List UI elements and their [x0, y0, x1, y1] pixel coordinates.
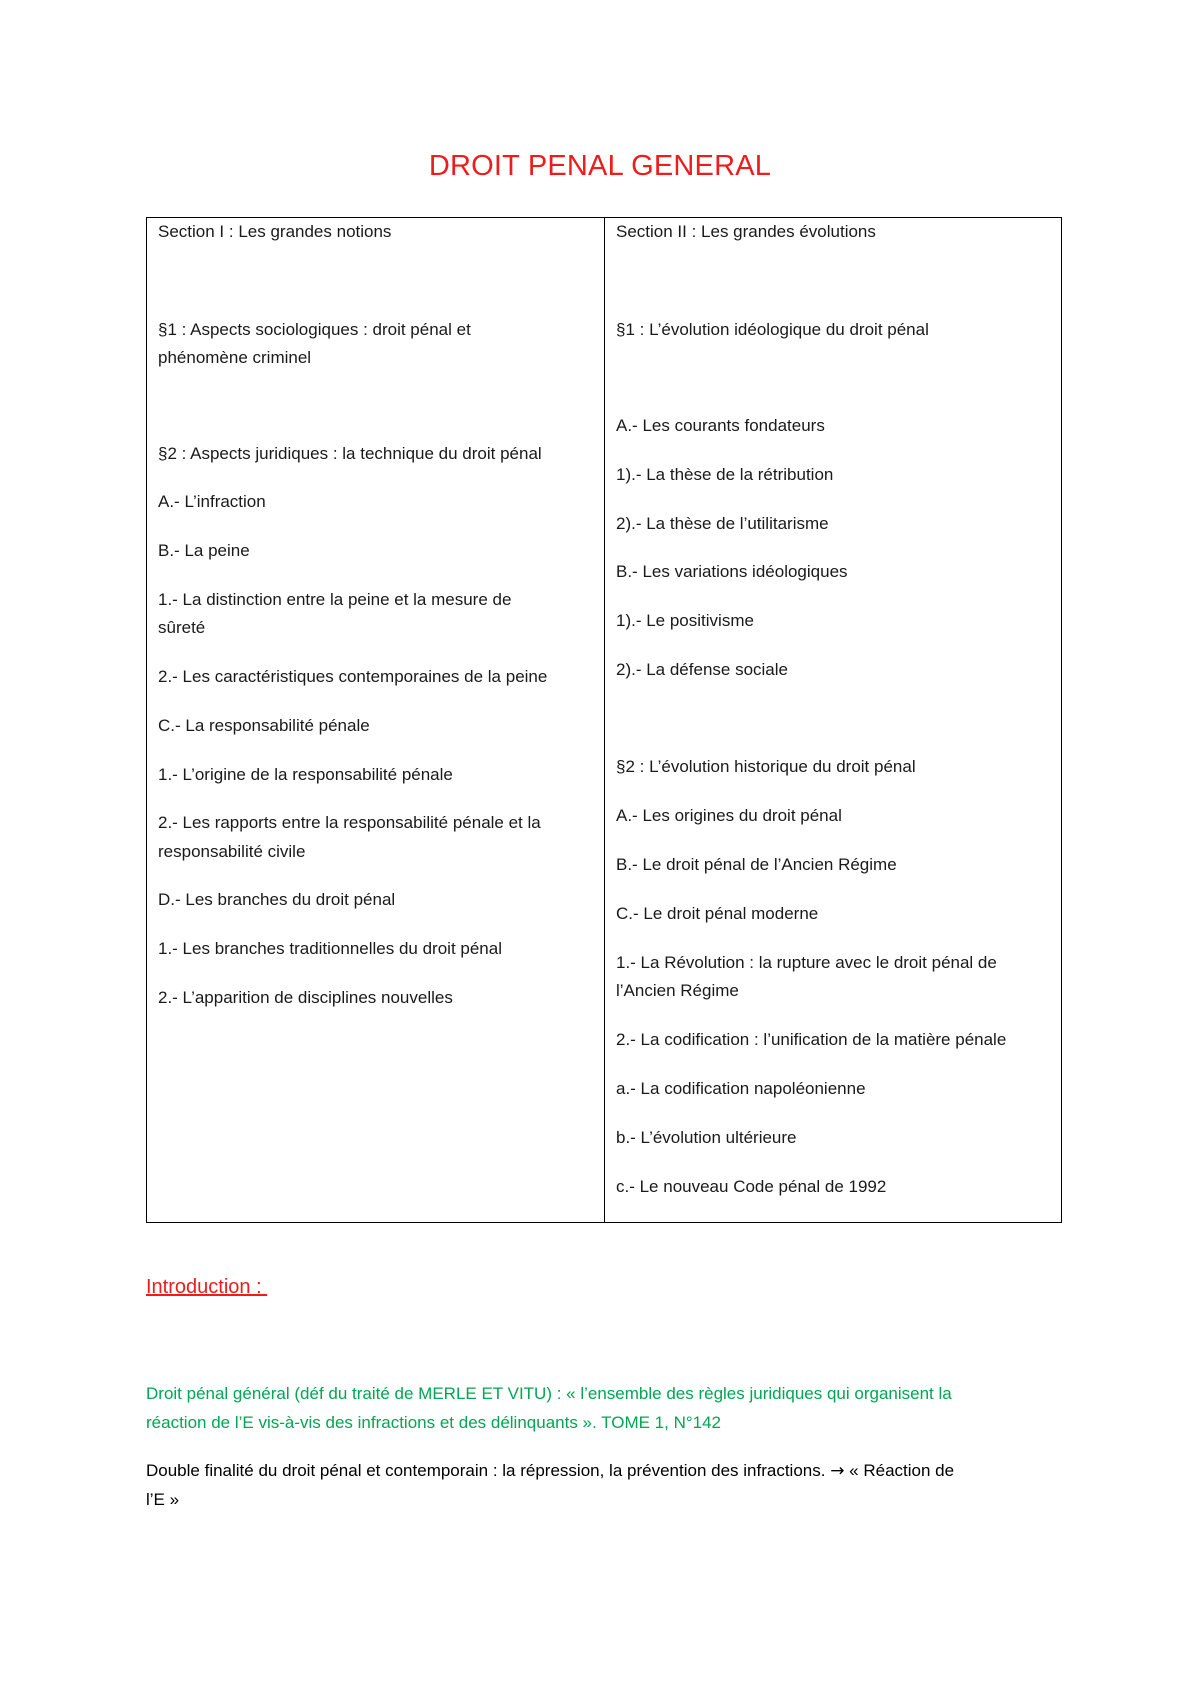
- column-divider: [604, 217, 605, 1223]
- outline-item: l’Ancien Régime: [616, 981, 739, 1000]
- left-column-header: Section I : Les grandes notions: [158, 222, 392, 241]
- outline-item: 2.- La codification : l’unification de la matière pénale: [616, 1030, 1007, 1049]
- outline-item: sûreté: [158, 618, 206, 637]
- outline-item: b.- L’évolution ultérieure: [616, 1128, 797, 1147]
- outline-item: 1.- Les branches traditionnelles du droit pénal: [158, 939, 502, 958]
- outline-item: 1.- La distinction entre la peine et la mesure de: [158, 590, 512, 609]
- outline-item: B.- La peine: [158, 541, 250, 560]
- outline-item: §1 : L’évolution idéologique du droit pénal: [616, 320, 929, 339]
- arrow-right-icon: →: [830, 1461, 845, 1481]
- outline-item: 1).- Le positivisme: [616, 611, 754, 630]
- finality-line: [146, 1457, 954, 1485]
- outline-item: B.- Les variations idéologiques: [616, 562, 848, 581]
- outline-item: 2.- Les caractéristiques contemporaines de la peine: [158, 667, 548, 686]
- outline-item: c.- Le nouveau Code pénal de 1992: [616, 1177, 887, 1196]
- outline-item: §2 : L’évolution historique du droit pénal: [616, 757, 916, 776]
- outline-item: A.- Les courants fondateurs: [616, 416, 825, 435]
- outline-item: §1 : Aspects sociologiques : droit pénal et: [158, 320, 471, 339]
- right-column-header: Section II : Les grandes évolutions: [616, 222, 876, 241]
- definition-line: Droit pénal général (déf du traité de MERLE ET VITU) : « l’ensemble des règles juridiques qui organisent la: [146, 1384, 952, 1403]
- outline-item: A.- Les origines du droit pénal: [616, 806, 842, 825]
- outline-item: D.- Les branches du droit pénal: [158, 890, 396, 909]
- outline-item: §2 : Aspects juridiques : la technique du droit pénal: [158, 444, 542, 463]
- outline-item: a.- La codification napoléonienne: [616, 1079, 866, 1098]
- outline-item: 2).- La thèse de l’utilitarisme: [616, 514, 829, 533]
- finality-text-end: « Réaction de: [844, 1461, 955, 1480]
- definition-line: réaction de l’E vis-à-vis des infractions et des délinquants ». TOME 1, N°142: [146, 1413, 722, 1432]
- outline-item: 1.- L’origine de la responsabilité pénale: [158, 765, 453, 784]
- outline-item: 1.- La Révolution : la rupture avec le droit pénal de: [616, 953, 997, 972]
- outline-item: responsabilité civile: [158, 842, 306, 861]
- outline-item: A.- L’infraction: [158, 492, 266, 511]
- finality-text: Double finalité du droit pénal et contemporain : la répression, la prévention des infractions.: [146, 1461, 826, 1480]
- outline-item: C.- Le droit pénal moderne: [616, 904, 819, 923]
- document-title: DROIT PENAL GENERAL: [428, 150, 772, 182]
- outline-item: phénomène criminel: [158, 348, 312, 367]
- outline-item: 2).- La défense sociale: [616, 660, 788, 679]
- finality-line: l’E »: [146, 1490, 180, 1509]
- outline-item: 1).- La thèse de la rétribution: [616, 465, 834, 484]
- introduction-heading: Introduction :: [146, 1276, 268, 1298]
- outline-item: 2.- L’apparition de disciplines nouvelles: [158, 988, 453, 1007]
- outline-item: C.- La responsabilité pénale: [158, 716, 370, 735]
- outline-item: B.- Le droit pénal de l’Ancien Régime: [616, 855, 897, 874]
- outline-item: 2.- Les rapports entre la responsabilité pénale et la: [158, 813, 541, 832]
